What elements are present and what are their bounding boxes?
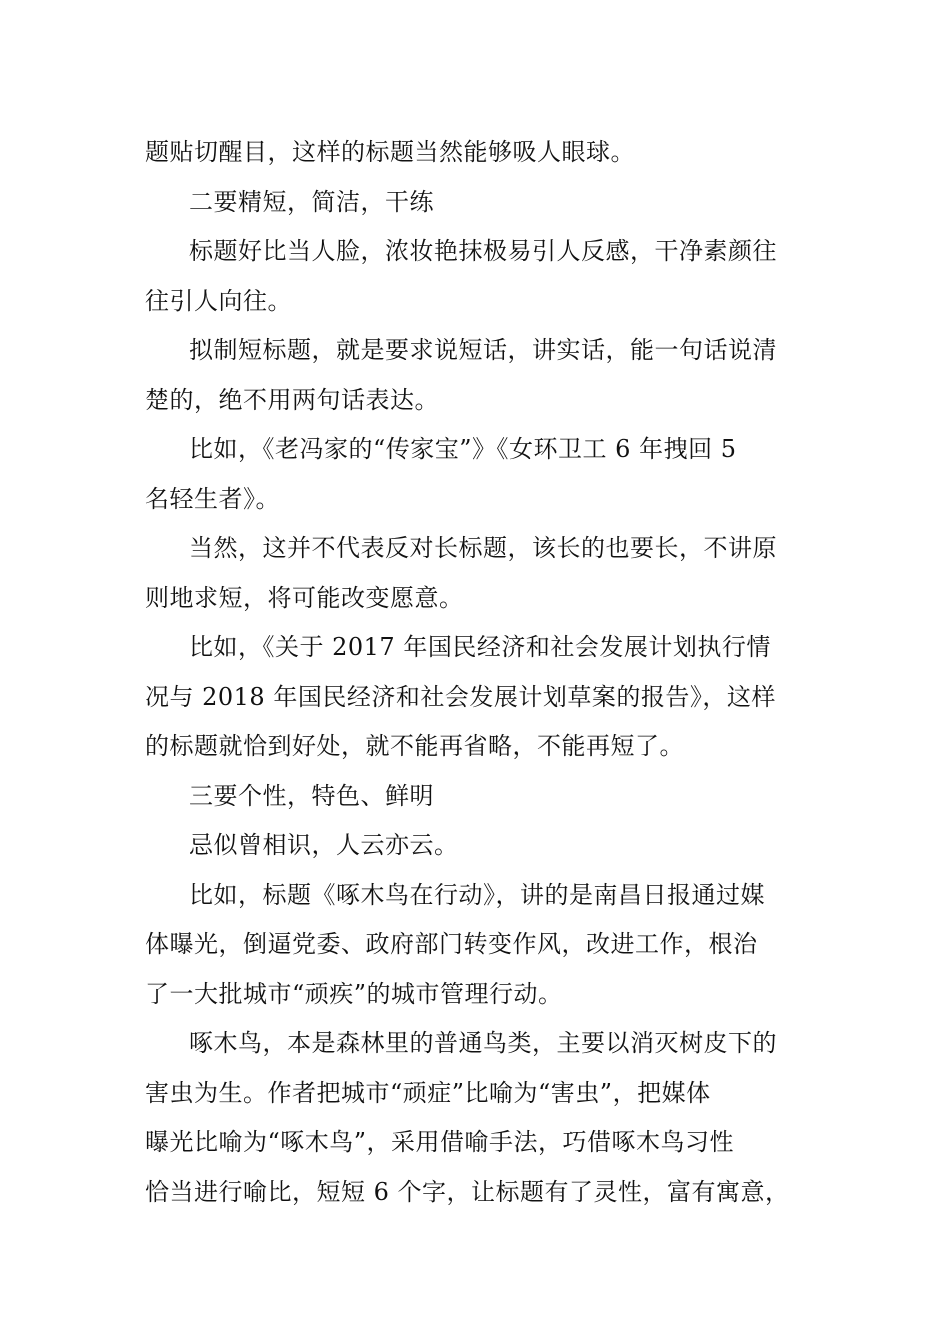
text-line: 忌似曾相识，人云亦云。 — [189, 831, 459, 859]
text-line: 恰当进行喻比，短短 6 个字，让标题有了灵性，富有寓意， — [145, 1177, 790, 1206]
text-line: 比如，标题《啄木鸟在行动》，讲的是南昌日报通过媒 — [189, 880, 765, 909]
text-line: 体曝光，倒逼党委、政府部门转变作风，改进工作，根治 — [145, 930, 758, 958]
text-line: 况与 2018 年国民经济和社会发展计划草案的报告》，这样 — [145, 682, 776, 711]
text-line: 名轻生者》。 — [145, 484, 280, 513]
document-body — [145, 128, 817, 1217]
text-line: 的标题就恰到好处，就不能再省略，不能再短了。 — [145, 732, 684, 760]
text-line: 害虫为生。作者把城市“顽症”比喻为“害虫”，把媒体 — [145, 1078, 711, 1107]
text-line: 比如，《老冯家的“传家宝”》《女环卫工 6 年拽回 5 — [189, 435, 737, 463]
text-line: 拟制短标题，就是要求说短话，讲实话，能一句话说清 — [189, 336, 777, 364]
text-line: 则地求短，将可能改变愿意。 — [145, 583, 464, 612]
section-heading: 二要精短，简洁，干练 — [189, 187, 434, 216]
text-line: 标题好比当人脸，浓妆艳抹极易引人反感，干净素颜往 — [189, 237, 777, 265]
text-line: 当然，这并不代表反对长标题，该长的也要长，不讲原 — [189, 534, 777, 562]
text-line: 曝光比喻为“啄木鸟”，采用借喻手法，巧借啄木鸟习性 — [145, 1128, 735, 1156]
text-line: 啄木鸟，本是森林里的普通鸟类，主要以消灭树皮下的 — [189, 1029, 777, 1057]
text-line: 楚的，绝不用两句话表达。 — [145, 385, 439, 414]
text-line: 往引人向往。 — [145, 286, 292, 315]
text-line: 题贴切醒目，这样的标题当然能够吸人眼球。 — [145, 138, 635, 166]
text-line: 了一大批城市“顽疾”的城市管理行动。 — [145, 979, 563, 1008]
section-heading: 三要个性，特色、鲜明 — [189, 781, 434, 810]
text-line: 比如，《关于 2017 年国民经济和社会发展计划执行情 — [189, 633, 771, 661]
